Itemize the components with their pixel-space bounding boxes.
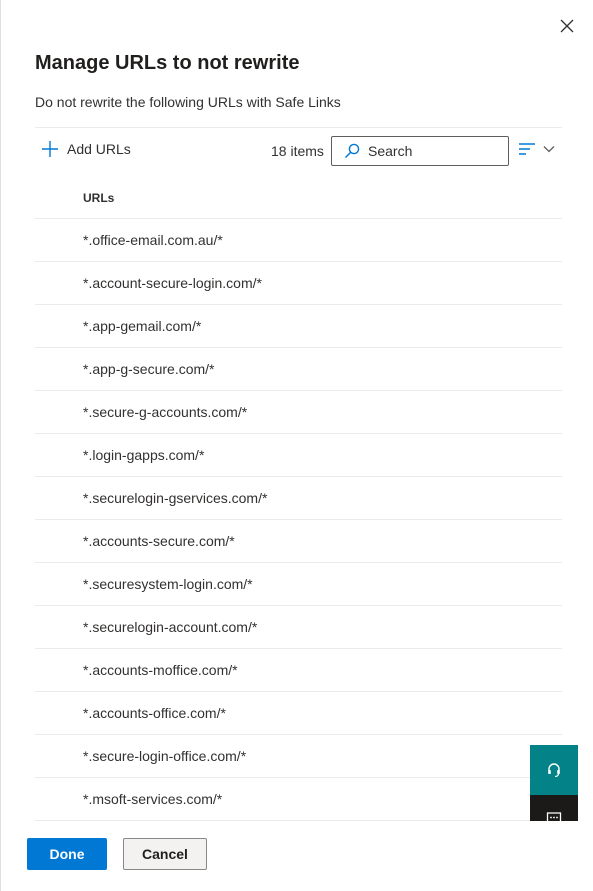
- list-filter-icon: [519, 142, 535, 156]
- table-row[interactable]: [35, 649, 562, 692]
- url-cell: *.accounts-office.com/*: [83, 705, 226, 721]
- page-subtitle: Do not rewrite the following URLs with Safe Links: [35, 94, 341, 110]
- divider: [35, 127, 562, 128]
- toolbar: [35, 136, 562, 168]
- close-icon: [560, 19, 574, 33]
- items-count: 18 items: [271, 143, 324, 159]
- column-header-label: URLs: [83, 190, 115, 205]
- close-button[interactable]: [555, 14, 579, 38]
- help-button[interactable]: [530, 745, 578, 795]
- table-row[interactable]: [35, 348, 562, 391]
- url-cell: *.app-g-secure.com/*: [83, 361, 215, 377]
- page-title: Manage URLs to not rewrite: [35, 52, 300, 74]
- url-cell: *.office-email.com.au/*: [83, 232, 223, 248]
- url-cell: *.msoft-services.com/*: [83, 791, 223, 807]
- search-box[interactable]: [331, 136, 509, 166]
- table-row[interactable]: [35, 262, 562, 305]
- footer: [1, 821, 593, 891]
- url-cell: *.login-gapps.com/*: [83, 447, 205, 463]
- search-input[interactable]: [366, 143, 498, 159]
- table-row[interactable]: [35, 219, 562, 262]
- filter-button[interactable]: [519, 142, 555, 156]
- url-list: [35, 177, 562, 821]
- table-row[interactable]: [35, 563, 562, 606]
- table-row[interactable]: [35, 735, 562, 778]
- table-row[interactable]: [35, 434, 562, 477]
- column-header-urls[interactable]: [35, 177, 562, 219]
- add-urls-button[interactable]: [41, 140, 131, 158]
- url-cell: *.account-secure-login.com/*: [83, 275, 262, 291]
- url-cell: *.app-gemail.com/*: [83, 318, 202, 334]
- table-row[interactable]: [35, 391, 562, 434]
- done-button[interactable]: Done: [27, 838, 107, 870]
- add-urls-label: Add URLs: [67, 141, 131, 157]
- table-row[interactable]: [35, 778, 562, 821]
- url-cell: *.securelogin-account.com/*: [83, 619, 258, 635]
- url-cell: *.secure-login-office.com/*: [83, 748, 247, 764]
- table-row[interactable]: [35, 305, 562, 348]
- table-row[interactable]: [35, 692, 562, 735]
- url-cell: *.secure-g-accounts.com/*: [83, 404, 248, 420]
- url-cell: *.accounts-moffice.com/*: [83, 662, 238, 678]
- chevron-down-icon: [543, 145, 555, 153]
- search-icon: [344, 143, 366, 159]
- cancel-button[interactable]: Cancel: [123, 838, 207, 870]
- url-cell: *.accounts-secure.com/*: [83, 533, 235, 549]
- url-cell: *.securesystem-login.com/*: [83, 576, 253, 592]
- plus-icon: [41, 140, 59, 158]
- table-row[interactable]: [35, 520, 562, 563]
- headset-icon: [546, 762, 562, 778]
- table-row[interactable]: [35, 477, 562, 520]
- table-row[interactable]: [35, 606, 562, 649]
- url-cell: *.securelogin-gservices.com/*: [83, 490, 268, 506]
